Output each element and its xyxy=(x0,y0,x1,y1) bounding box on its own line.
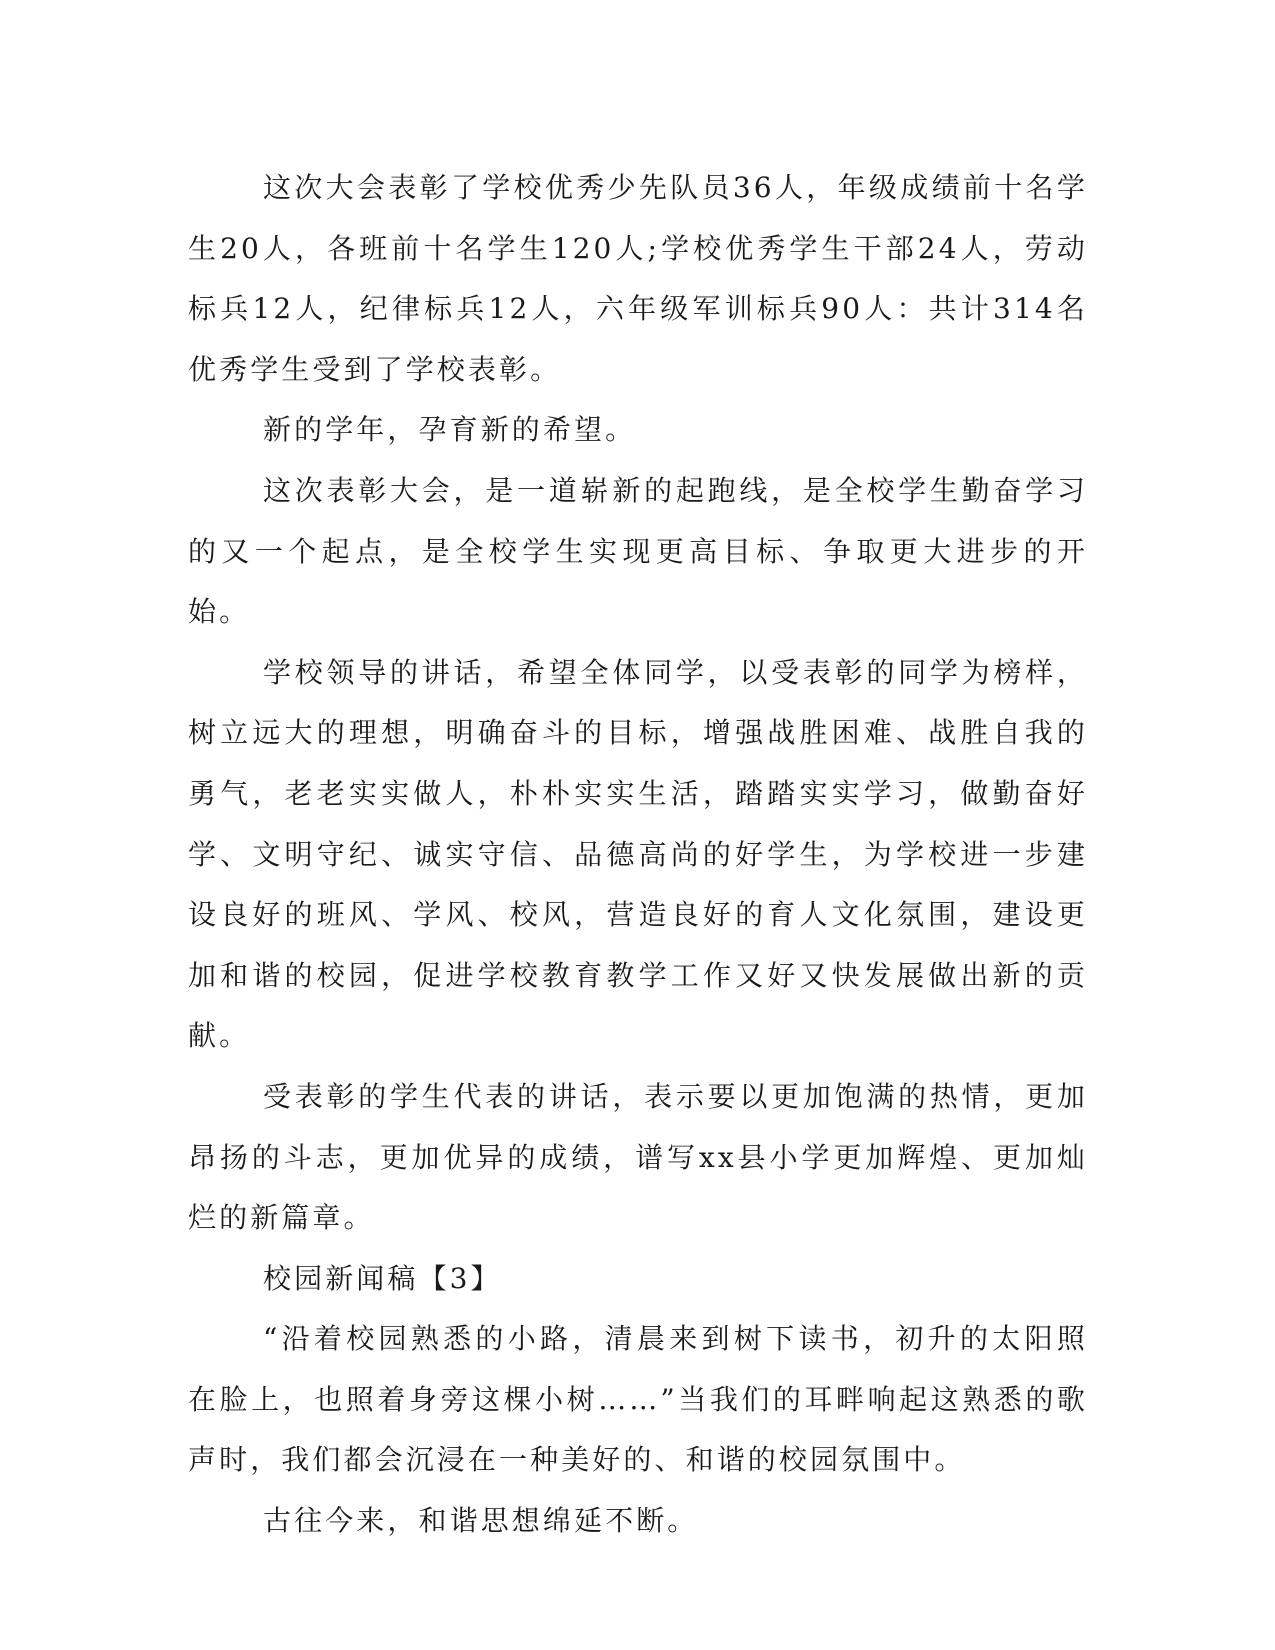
section-heading: 校园新闻稿【3】 xyxy=(263,1261,502,1295)
paragraph-new-year: 新的学年，孕育新的希望。 xyxy=(263,413,637,447)
paragraph-song-quote: “沿着校园熟悉的小路，清晨来到树下读书，初升的太阳照在脸上，也照着身旁这棵小树……”当我们的耳畔响起这熟悉的歌声时，我们都会沉浸在一种美好的、和谐的校园氛围中。 xyxy=(188,1322,1088,1477)
paragraph-harmony: 古往今来，和谐思想绵延不断。 xyxy=(263,1504,699,1538)
paragraph-student-speech: 受表彰的学生代表的讲话，表示要以更加饱满的热情，更加昂扬的斗志，更加优异的成绩，谱写xx县小学更加辉煌、更加灿烂的新篇章。 xyxy=(188,1079,1088,1235)
paragraph-awards-summary: 这次大会表彰了学校优秀少先队员36人，年级成绩前十名学生20人，各班前十名学生120人;学校优秀学生干部24人，劳动标兵12人，纪律标兵12人，六年级军训标兵90人：共计314名优秀学生受到了学校表彰。 xyxy=(188,171,1088,386)
document-body xyxy=(188,158,1088,1552)
paragraph-starting-line: 这次表彰大会，是一道崭新的起跑线，是全校学生勤奋学习的又一个起点，是全校学生实现更高目标、争取更大进步的开始。 xyxy=(188,473,1088,629)
paragraph-leader-speech: 学校领导的讲话，希望全体同学，以受表彰的同学为榜样，树立远大的理想，明确奋斗的目标，增强战胜困难、战胜自我的勇气，老老实实做人，朴朴实实生活，踏踏实实学习，做勤奋好学、文明守纪、诚实守信、品德高尚的好学生，为学校进一步建设良好的班风、学风、校风，营造良好的育人文化氛围，建设更加和谐的校园，促进学校教育教学工作又好又快发展做出新的贡献。 xyxy=(188,655,1088,1053)
